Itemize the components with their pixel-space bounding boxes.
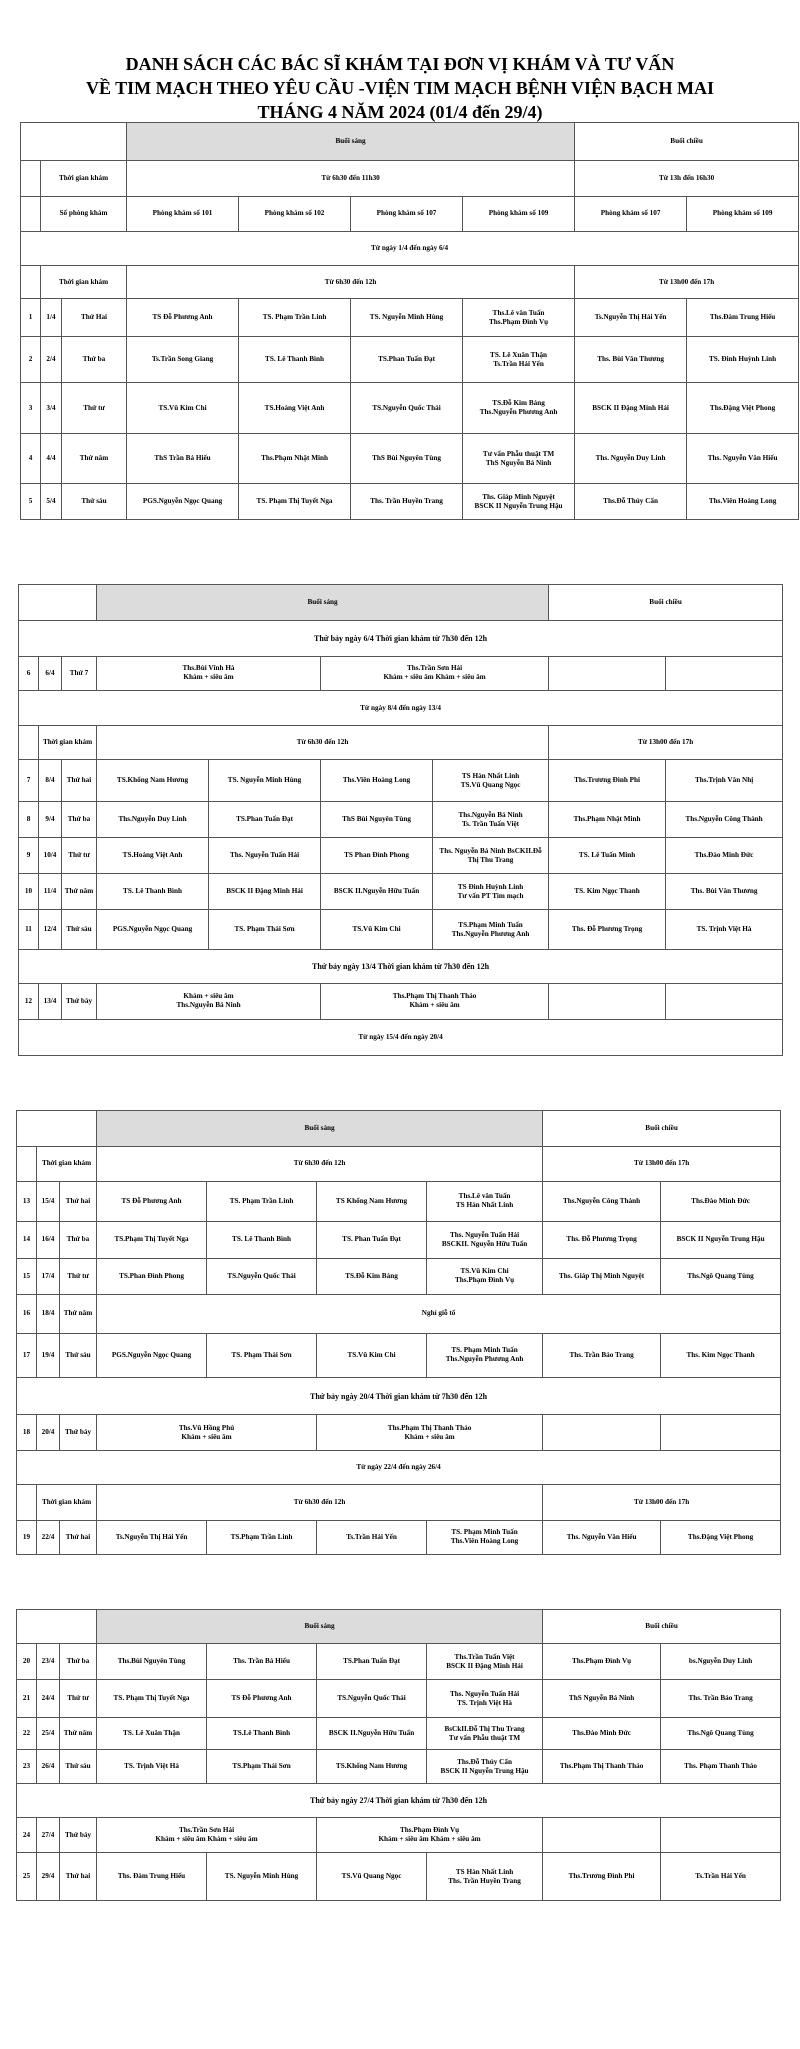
row-weekday: Thứ năm	[60, 1295, 97, 1334]
schedule-row	[17, 1520, 781, 1554]
empty-cell	[543, 1818, 661, 1853]
schedule-row	[19, 760, 783, 802]
row-weekday: Thứ ba	[60, 1644, 97, 1680]
week-range: Từ ngày 1/4 đến ngày 6/4	[21, 232, 799, 266]
doctor-cell: Ts.Trần Song Giang	[127, 337, 239, 383]
row-weekday: Thứ sáu	[60, 1333, 97, 1378]
row-weekday: Thứ bảy	[60, 1818, 97, 1853]
row-date: 4/4	[41, 433, 62, 483]
doctor-cell: Ths. Nguyễn Văn Hiếu	[543, 1520, 661, 1554]
row-weekday: Thứ năm	[62, 433, 127, 483]
doctor-cell: Ths.Đỗ Thúy Cẩn BSCK II Nguyễn Trung Hậu	[427, 1750, 543, 1784]
doctor-cell: TS Phan Đình Phong	[321, 838, 433, 874]
doctor-cell: ThS Trần Bá Hiếu	[127, 433, 239, 483]
row-date: 26/4	[37, 1750, 60, 1784]
row-date: 15/4	[37, 1181, 60, 1222]
doctor-cell: TS. Phạm Thái Sơn	[207, 1333, 317, 1378]
row-weekday: Thứ năm	[60, 1718, 97, 1750]
doctor-cell: Ths. Trần Bảo Trang	[543, 1333, 661, 1378]
row-date: 10/4	[39, 838, 62, 874]
row-number: 13	[17, 1181, 37, 1222]
row-number: 7	[19, 760, 39, 802]
doctor-cell: Tư vấn Phẫu thuật TM ThS Nguyễn Bá Ninh	[463, 433, 575, 483]
row-weekday: Thứ sáu	[62, 910, 97, 950]
doctor-cell: Ths.Đặng Việt Phong	[687, 383, 799, 433]
morning-header: Buổi sáng	[97, 1111, 543, 1147]
row-number: 12	[19, 984, 39, 1020]
row-date: 1/4	[41, 299, 62, 337]
doctor-cell: PGS.Nguyễn Ngọc Quang	[97, 910, 209, 950]
row-date: 23/4	[37, 1644, 60, 1680]
schedule-row	[19, 984, 783, 1020]
doctor-cell: TS. Lê Tuấn Minh	[549, 838, 666, 874]
schedule-row	[17, 1644, 781, 1680]
schedule-table-week-3	[16, 1110, 781, 1555]
row-number: 9	[19, 838, 39, 874]
doctor-cell: TS. Phạm Minh Tuấn Ths.Nguyễn Phương Anh	[427, 1333, 543, 1378]
saturday-notice: Thứ bảy ngày 6/4 Thời gian khám từ 7h30 đến 12h	[19, 620, 783, 656]
row-number: 4	[21, 433, 41, 483]
time-label: Thời gian khám	[37, 1485, 97, 1520]
doctor-cell: Ths. Nguyễn Bá Ninh BsCKII.Đỗ Thị Thu Trang	[433, 838, 549, 874]
doctor-cell: Ts.Trần Hải Yến	[317, 1520, 427, 1554]
empty-cell	[661, 1414, 781, 1450]
morning-header: Buổi sáng	[97, 585, 549, 621]
doctor-cell: Ths.Trần Tuấn Việt BSCK II Đặng Minh Hải	[427, 1644, 543, 1680]
doctor-cell: TS. Lê Xuân Thận Ts.Trần Hải Yến	[463, 337, 575, 383]
doctor-cell: Ths. Nguyễn Duy Linh	[575, 433, 687, 483]
row-number: 25	[17, 1853, 37, 1901]
morning-header: Buổi sáng	[97, 1610, 543, 1644]
morning-time: Từ 6h30 đến 12h	[97, 1485, 543, 1520]
row-number: 17	[17, 1333, 37, 1378]
doctor-cell: TS. Phạm Trần Linh	[239, 299, 351, 337]
row-date: 25/4	[37, 1718, 60, 1750]
week-range: Từ ngày 15/4 đến ngày 20/4	[19, 1019, 783, 1055]
empty-cell	[666, 656, 783, 690]
room-header: Phòng khám số 109	[687, 196, 799, 232]
doctor-cell: Ths.Viên Hoàng Long	[321, 760, 433, 802]
schedule-table-week-4	[16, 1609, 781, 1901]
row-date: 18/4	[37, 1295, 60, 1334]
doctor-cell: TS.Phạm Minh Tuấn Ths.Nguyễn Phương Anh	[433, 910, 549, 950]
doctor-cell: Ths.Lê văn Tuấn TS Hàn Nhất Linh	[427, 1181, 543, 1222]
row-weekday: Thứ Hai	[62, 299, 127, 337]
row-weekday: Thứ tư	[60, 1258, 97, 1294]
row-date: 5/4	[41, 484, 62, 520]
schedule-row	[19, 910, 783, 950]
schedule-row	[19, 874, 783, 910]
time-label: Thời gian khám	[41, 160, 127, 196]
doctor-cell: TS.Phạm Thái Sơn	[207, 1750, 317, 1784]
doctor-cell: Ths.Trịnh Văn Nhị	[666, 760, 783, 802]
doctor-cell: TS. Phạm Trần Linh	[207, 1181, 317, 1222]
row-number: 15	[17, 1258, 37, 1294]
doctor-cell: Khám + siêu âm Ths.Nguyễn Bá Ninh	[97, 984, 321, 1020]
row-weekday: Thứ hai	[60, 1520, 97, 1554]
doctor-cell: Ts.Nguyễn Thị Hải Yến	[97, 1520, 207, 1554]
doctor-cell: Ths.Bùi Vĩnh Hà Khám + siêu âm	[97, 656, 321, 690]
row-number: 21	[17, 1680, 37, 1718]
doctor-cell: TS Khổng Nam Hương	[317, 1181, 427, 1222]
doctor-cell: TS. Nguyễn Minh Hùng	[209, 760, 321, 802]
doctor-cell: Ths.Đào Minh Đức	[666, 838, 783, 874]
doctor-cell: Ths.Đặng Việt Phong	[661, 1520, 781, 1554]
row-weekday: Thứ sáu	[62, 484, 127, 520]
doctor-cell: TS. Lê Thanh Bình	[239, 337, 351, 383]
row-weekday: Thứ ba	[60, 1222, 97, 1258]
row-number: 14	[17, 1222, 37, 1258]
morning-time: Từ 6h30 đến 12h	[127, 265, 575, 299]
doctor-cell: TS. Phan Tuấn Đạt	[317, 1222, 427, 1258]
row-date: 3/4	[41, 383, 62, 433]
doctor-cell: TS. Nguyễn Minh Hùng	[207, 1853, 317, 1901]
saturday-notice: Thứ bảy ngày 13/4 Thời gian khám từ 7h30 đến 12h	[19, 950, 783, 984]
doctor-cell: TS.Phan Tuấn Đạt	[209, 802, 321, 838]
doctor-cell: Ths.Viên Hoàng Long	[687, 484, 799, 520]
doctor-cell: Ths. Trần Huyền Trang	[351, 484, 463, 520]
row-number: 3	[21, 383, 41, 433]
doctor-cell: Ths. Bùi Văn Thương	[666, 874, 783, 910]
doctor-cell: TS. Trịnh Việt Hà	[666, 910, 783, 950]
row-date: 24/4	[37, 1680, 60, 1718]
doctor-cell: TS Hàn Nhất Linh TS.Vũ Quang Ngọc	[433, 760, 549, 802]
doctor-cell: TS.Nguyễn Quốc Thái	[317, 1680, 427, 1718]
doctor-cell: Ths.Phạm Đình Vụ Khám + siêu âm Khám + siêu âm	[317, 1818, 543, 1853]
row-weekday: Thứ sáu	[60, 1750, 97, 1784]
doctor-cell: TS. Trịnh Việt Hà	[97, 1750, 207, 1784]
row-number: 1	[21, 299, 41, 337]
document-title	[0, 52, 800, 124]
row-date: 11/4	[39, 874, 62, 910]
row-weekday: Thứ ba	[62, 337, 127, 383]
row-number: 8	[19, 802, 39, 838]
row-number: 22	[17, 1718, 37, 1750]
doctor-cell: Ths.Phạm Nhật Minh	[549, 802, 666, 838]
doctor-cell: Ths.Trương Đình Phi	[543, 1853, 661, 1901]
doctor-cell: Ths.Nguyễn Bá Ninh Ts. Trần Tuấn Việt	[433, 802, 549, 838]
doctor-cell: Ts.Trần Hải Yến	[661, 1853, 781, 1901]
doctor-cell: Ths.Phạm Đình Vụ	[543, 1644, 661, 1680]
doctor-cell: TS. Lê Thanh Bình	[207, 1222, 317, 1258]
doctor-cell: Ths.Phạm Thị Thanh Thảo Khám + siêu âm	[317, 1414, 543, 1450]
row-date: 17/4	[37, 1258, 60, 1294]
doctor-cell: Ths. Đỗ Phương Trọng	[543, 1222, 661, 1258]
doctor-cell: Ths. Nguyễn Tuấn Hải TS. Trịnh Việt Hà	[427, 1680, 543, 1718]
rooms-label: Số phòng khám	[41, 196, 127, 232]
row-weekday: Thứ năm	[62, 874, 97, 910]
time-label: Thời gian khám	[41, 265, 127, 299]
doctor-cell: TS.Khổng Nam Hương	[317, 1750, 427, 1784]
doctor-cell: Ths.Trần Sơn Hải Khám + siêu âm Khám + siêu âm	[321, 656, 549, 690]
doctor-cell: BSCK II.Nguyễn Hữu Tuấn	[321, 874, 433, 910]
doctor-cell: Ths. Nguyễn Văn Hiếu	[687, 433, 799, 483]
row-weekday: Thứ bảy	[60, 1414, 97, 1450]
row-weekday: Thứ tư	[62, 383, 127, 433]
empty-cell	[549, 656, 666, 690]
row-number: 11	[19, 910, 39, 950]
doctor-cell: TS Đỗ Phương Anh	[97, 1181, 207, 1222]
afternoon-header: Buổi chiều	[575, 123, 799, 161]
doctor-cell: Ths. Nguyễn Tuấn Hải	[209, 838, 321, 874]
title-line-3: THÁNG 4 NĂM 2024 (01/4 đến 29/4)	[257, 102, 543, 122]
doctor-cell: Ths.Đỗ Thúy Cẩn	[575, 484, 687, 520]
doctor-cell: TS.Nguyễn Quốc Thái	[351, 383, 463, 433]
row-number: 16	[17, 1295, 37, 1334]
row-weekday: Thứ ba	[62, 802, 97, 838]
doctor-cell: BsCkII.Đỗ Thị Thu Trang Tư vấn Phẫu thuật TM	[427, 1718, 543, 1750]
empty-cell	[543, 1414, 661, 1450]
schedule-row	[17, 1181, 781, 1222]
doctor-cell: ThS Bùi Nguyên Tùng	[351, 433, 463, 483]
morning-time: Từ 6h30 đến 12h	[97, 726, 549, 760]
afternoon-time: Từ 13h00 đến 17h	[575, 265, 799, 299]
room-header: Phòng khám số 107	[575, 196, 687, 232]
doctor-cell: TS.Lê Thanh Bình	[207, 1718, 317, 1750]
room-header: Phòng khám số 107	[351, 196, 463, 232]
doctor-cell: TS.Đỗ Kim Bảng	[317, 1258, 427, 1294]
doctor-cell: Ths.Phạm Thị Thanh Thảo Khám + siêu âm	[321, 984, 549, 1020]
afternoon-time: Từ 13h00 đến 17h	[549, 726, 783, 760]
doctor-cell: Ths.Lê văn Tuấn Ths.Phạm Đình Vụ	[463, 299, 575, 337]
doctor-cell: TS.Phan Đình Phong	[97, 1258, 207, 1294]
holiday-notice: Nghỉ giỗ tổ	[97, 1295, 781, 1334]
doctor-cell: TS. Phạm Thị Tuyết Nga	[239, 484, 351, 520]
row-date: 8/4	[39, 760, 62, 802]
time-label: Thời gian khám	[37, 1147, 97, 1181]
row-number: 10	[19, 874, 39, 910]
morning-header: Buổi sáng	[127, 123, 575, 161]
morning-time: Từ 6h30 đến 11h30	[127, 160, 575, 196]
doctor-cell: TS.Vũ Quang Ngọc	[317, 1853, 427, 1901]
doctor-cell: PGS.Nguyễn Ngọc Quang	[127, 484, 239, 520]
schedule-row	[17, 1718, 781, 1750]
doctor-cell: TS.Vũ Kim Chi	[317, 1333, 427, 1378]
row-date: 27/4	[37, 1818, 60, 1853]
doctor-cell: Ths. Đàm Trung Hiếu	[97, 1853, 207, 1901]
doctor-cell: TS.Hoàng Việt Anh	[97, 838, 209, 874]
doctor-cell: ThS Bùi Nguyên Tùng	[321, 802, 433, 838]
row-weekday: Thứ 7	[62, 656, 97, 690]
time-label: Thời gian khám	[39, 726, 97, 760]
row-weekday: Thứ hai	[62, 760, 97, 802]
title-line-1: DANH SÁCH CÁC BÁC SĨ KHÁM TẠI ĐƠN VỊ KHÁM VÀ TƯ VẤN	[125, 54, 675, 74]
row-date: 16/4	[37, 1222, 60, 1258]
doctor-cell: Ths. Trần Bá Hiếu	[207, 1644, 317, 1680]
doctor-cell: TS.Phạm Thị Tuyết Nga	[97, 1222, 207, 1258]
schedule-row	[21, 383, 799, 433]
row-date: 9/4	[39, 802, 62, 838]
doctor-cell: TS.Phạm Trần Linh	[207, 1520, 317, 1554]
week-range: Từ ngày 22/4 đến ngày 26/4	[17, 1451, 781, 1485]
doctor-cell: BSCK II Đặng Minh Hải	[575, 383, 687, 433]
empty-cell	[549, 984, 666, 1020]
doctor-cell: Ths.Đào Minh Đức	[661, 1181, 781, 1222]
doctor-cell: Ths. Phạm Thanh Thảo	[661, 1750, 781, 1784]
doctor-cell: Ths. Kim Ngọc Thanh	[661, 1333, 781, 1378]
row-number: 20	[17, 1644, 37, 1680]
afternoon-header: Buổi chiều	[549, 585, 783, 621]
afternoon-header: Buổi chiều	[543, 1111, 781, 1147]
afternoon-header: Buổi chiều	[543, 1610, 781, 1644]
doctor-cell: TS.Đỗ Kim Bảng Ths.Nguyễn Phương Anh	[463, 383, 575, 433]
row-number: 6	[19, 656, 39, 690]
row-weekday: Thứ hai	[60, 1181, 97, 1222]
schedule-row	[17, 1414, 781, 1450]
doctor-cell: TS. Phạm Minh Tuấn Ths.Viên Hoàng Long	[427, 1520, 543, 1554]
schedule-table-week-1	[20, 122, 799, 520]
doctor-cell: Ths.Nguyễn Công Thành	[543, 1181, 661, 1222]
row-date: 29/4	[37, 1853, 60, 1901]
doctor-cell: TS.Vũ Kim Chi	[321, 910, 433, 950]
doctor-cell: TS.Nguyễn Quốc Thái	[207, 1258, 317, 1294]
doctor-cell: TS Đỗ Phương Anh	[207, 1680, 317, 1718]
saturday-notice: Thứ bảy ngày 27/4 Thời gian khám từ 7h30 đến 12h	[17, 1784, 781, 1818]
schedule-row	[17, 1222, 781, 1258]
doctor-cell: TS. Kim Ngọc Thanh	[549, 874, 666, 910]
doctor-cell: Ths.Phạm Nhật Minh	[239, 433, 351, 483]
doctor-cell: TS. Lê Xuân Thận	[97, 1718, 207, 1750]
doctor-cell: TS.Hoàng Việt Anh	[239, 383, 351, 433]
row-number: 23	[17, 1750, 37, 1784]
row-date: 13/4	[39, 984, 62, 1020]
doctor-cell: TS. Lê Thanh Bình	[97, 874, 209, 910]
row-weekday: Thứ hai	[60, 1853, 97, 1901]
schedule-row	[21, 433, 799, 483]
week-range: Từ ngày 8/4 đến ngày 13/4	[19, 690, 783, 726]
doctor-cell: TS.Khổng Nam Hương	[97, 760, 209, 802]
row-number: 24	[17, 1818, 37, 1853]
row-number: 5	[21, 484, 41, 520]
doctor-cell: Ths.Ngô Quang Tùng	[661, 1258, 781, 1294]
row-date: 2/4	[41, 337, 62, 383]
doctor-cell: Ths.Đàm Trung Hiếu	[687, 299, 799, 337]
schedule-row	[17, 1680, 781, 1718]
room-header: Phòng khám số 109	[463, 196, 575, 232]
schedule-row	[17, 1853, 781, 1901]
doctor-cell: PGS.Nguyễn Ngọc Quang	[97, 1333, 207, 1378]
doctor-cell: BSCK II Đặng Minh Hải	[209, 874, 321, 910]
doctor-cell: Ths. Nguyễn Tuấn Hải BSCKII. Nguyễn Hữu Tuấn	[427, 1222, 543, 1258]
empty-cell	[666, 984, 783, 1020]
room-header: Phòng khám số 102	[239, 196, 351, 232]
afternoon-time: Từ 13h00 đến 17h	[543, 1147, 781, 1181]
schedule-row	[17, 1258, 781, 1294]
doctor-cell: Ths. Giáp Thị Minh Nguyệt	[543, 1258, 661, 1294]
doctor-cell: BSCK II.Nguyễn Hữu Tuấn	[317, 1718, 427, 1750]
doctor-cell: Ths.Bùi Nguyên Tùng	[97, 1644, 207, 1680]
row-date: 19/4	[37, 1333, 60, 1378]
schedule-row	[17, 1333, 781, 1378]
doctor-cell: Ths. Giáp Minh Nguyệt BSCK II Nguyễn Trung Hậu	[463, 484, 575, 520]
row-date: 22/4	[37, 1520, 60, 1554]
doctor-cell: Ths.Ngô Quang Tùng	[661, 1718, 781, 1750]
row-date: 6/4	[39, 656, 62, 690]
doctor-cell: TS.Vũ Kim Chi Ths.Phạm Đình Vụ	[427, 1258, 543, 1294]
schedule-row	[19, 802, 783, 838]
doctor-cell: Ths.Đào Minh Đức	[543, 1718, 661, 1750]
doctor-cell: Ts.Nguyễn Thị Hải Yến	[575, 299, 687, 337]
doctor-cell: Ths.Vũ Hồng Phú Khám + siêu âm	[97, 1414, 317, 1450]
row-number: 2	[21, 337, 41, 383]
doctor-cell: TS.Vũ Kim Chi	[127, 383, 239, 433]
row-date: 12/4	[39, 910, 62, 950]
row-weekday: Thứ bảy	[62, 984, 97, 1020]
doctor-cell: TS.Phan Tuấn Đạt	[351, 337, 463, 383]
doctor-cell: TS. Đinh Huỳnh Linh	[687, 337, 799, 383]
afternoon-time: Từ 13h đến 16h30	[575, 160, 799, 196]
row-date: 20/4	[37, 1414, 60, 1450]
doctor-cell: Ths.Nguyễn Duy Linh	[97, 802, 209, 838]
schedule-row	[21, 337, 799, 383]
doctor-cell: bs.Nguyễn Duy Linh	[661, 1644, 781, 1680]
empty-cell	[661, 1818, 781, 1853]
schedule-table-week-2	[18, 584, 783, 1056]
row-weekday: Thứ tư	[62, 838, 97, 874]
doctor-cell: Ths. Trần Bảo Trang	[661, 1680, 781, 1718]
doctor-cell: TS. Phạm Thái Sơn	[209, 910, 321, 950]
schedule-row	[17, 1818, 781, 1853]
doctor-cell: TS.Phan Tuấn Đạt	[317, 1644, 427, 1680]
afternoon-time: Từ 13h00 đến 17h	[543, 1485, 781, 1520]
row-number: 18	[17, 1414, 37, 1450]
doctor-cell: ThS Nguyễn Bá Ninh	[543, 1680, 661, 1718]
schedule-row	[19, 838, 783, 874]
doctor-cell: Ths. Đỗ Phương Trọng	[549, 910, 666, 950]
saturday-notice: Thứ bảy ngày 20/4 Thời gian khám từ 7h30 đến 12h	[17, 1378, 781, 1414]
doctor-cell: TS Đỗ Phương Anh	[127, 299, 239, 337]
doctor-cell: BSCK II Nguyễn Trung Hậu	[661, 1222, 781, 1258]
room-header: Phòng khám số 101	[127, 196, 239, 232]
title-line-2: VỀ TIM MẠCH THEO YÊU CẦU -VIỆN TIM MẠCH BỆNH VIỆN BẠCH MAI	[85, 78, 715, 98]
doctor-cell: TS. Nguyễn Minh Hùng	[351, 299, 463, 337]
doctor-cell: TS Hàn Nhất Linh Ths. Trần Huyền Trang	[427, 1853, 543, 1901]
morning-time: Từ 6h30 đến 12h	[97, 1147, 543, 1181]
doctor-cell: Ths. Bùi Văn Thương	[575, 337, 687, 383]
schedule-row	[21, 299, 799, 337]
schedule-row	[21, 484, 799, 520]
doctor-cell: TS. Phạm Thị Tuyết Nga	[97, 1680, 207, 1718]
doctor-cell: Ths.Trần Sơn Hải Khám + siêu âm Khám + siêu âm	[97, 1818, 317, 1853]
row-weekday: Thứ tư	[60, 1680, 97, 1718]
doctor-cell: Ths.Nguyễn Công Thành	[666, 802, 783, 838]
schedule-row	[17, 1750, 781, 1784]
doctor-cell: Ths.Trương Đình Phi	[549, 760, 666, 802]
schedule-row	[19, 656, 783, 690]
row-number: 19	[17, 1520, 37, 1554]
doctor-cell: Ths.Phạm Thị Thanh Thảo	[543, 1750, 661, 1784]
doctor-cell: TS Đinh Huỳnh Linh Tư vấn PT Tim mạch	[433, 874, 549, 910]
